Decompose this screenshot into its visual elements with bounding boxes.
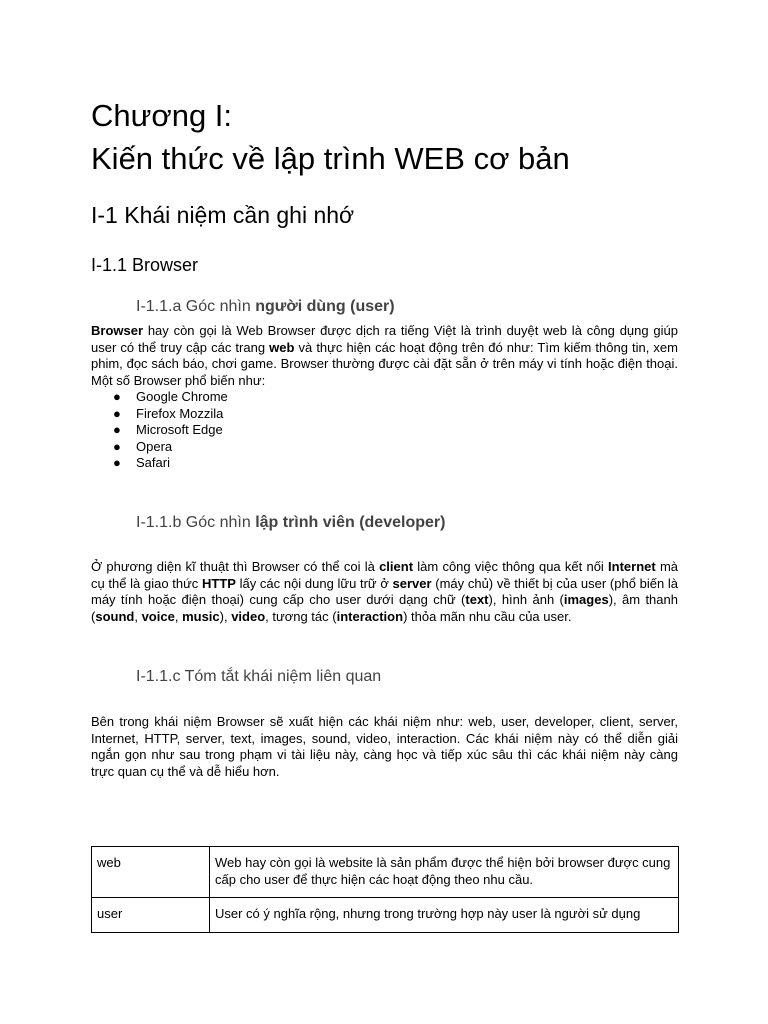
part-a-heading: I-1.1.a Góc nhìn người dùng (user) xyxy=(136,298,395,315)
browser-list xyxy=(91,389,228,472)
list-item: ● Opera xyxy=(113,438,173,454)
term-cell: web xyxy=(92,847,210,898)
list-item: ● Firefox Mozzila xyxy=(113,405,224,421)
definitions-table xyxy=(91,846,679,933)
definition-cell: User có ý nghĩa rộng, nhưng trong trường hợp này user là người sử dụng xyxy=(210,898,679,933)
section-heading: I-1 Khái niệm cần ghi nhớ xyxy=(91,202,355,228)
table-row xyxy=(92,847,679,898)
part-b-heading: I-1.1.b Góc nhìn lập trình viên (developer) xyxy=(136,514,446,531)
term-cell: user xyxy=(92,898,210,933)
part-b-paragraph: Ở phương diện kĩ thuật thì Browser có thể coi là client làm công việc thông qua kết nối Internet mà cụ thể là giao thức HTTP lấy các nội dung lữu trữ ở server (máy chủ) về thiết bị của user (phổ biến là máy tính hoặc điện thoại) cung cấp cho user dưới dạng chữ (text), hình ảnh (images), âm thanh (sound, voice, music), video, tương tác (interaction) thỏa mãn nhu cầu của user. xyxy=(91,559,679,624)
list-item: ● Google Chrome xyxy=(113,389,228,404)
table-row xyxy=(92,898,679,933)
subsection-heading: I-1.1 Browser xyxy=(91,255,199,275)
chapter-title xyxy=(91,94,570,180)
part-c-heading: I-1.1.c Tóm tắt khái niệm liên quan xyxy=(136,668,382,685)
chapter-number: Chương I: xyxy=(91,98,233,133)
chapter-name: Kiến thức về lập trình WEB cơ bản xyxy=(91,141,570,176)
definition-cell: Web hay còn gọi là website là sản phẩm được thể hiện bởi browser được cung cấp cho user để thực hiện các hoạt động theo nhu cầu. xyxy=(210,847,679,898)
part-c-paragraph: Bên trong khái niệm Browser sẽ xuất hiện các khái niệm như: web, user, developer, client, server, Internet, HTTP, server, text, images, sound, video, interaction. Các khái niệm này có thể diễn giải ngắn gọn như sau trong phạm vi tài liệu này, càng học và tiếp xúc sâu thì các khái niệm này càng trực quan cụ thể và dễ hiểu hơn. xyxy=(91,714,678,779)
part-a-paragraph: Browser hay còn gọi là Web Browser được dịch ra tiếng Việt là trình duyệt web là công dụng giúp user có thể truy cập các trang web và thực hiện các hoạt động trên đó như: Tìm kiếm thông tin, xem phim, đọc sách báo, chơi game. Browser thường được cài đặt sẵn ở trên máy vi tính hoặc điện thoại. Một số Browser phổ biến như: xyxy=(91,323,678,388)
list-item: ● Safari xyxy=(113,455,170,470)
list-item: ● Microsoft Edge xyxy=(113,422,223,437)
